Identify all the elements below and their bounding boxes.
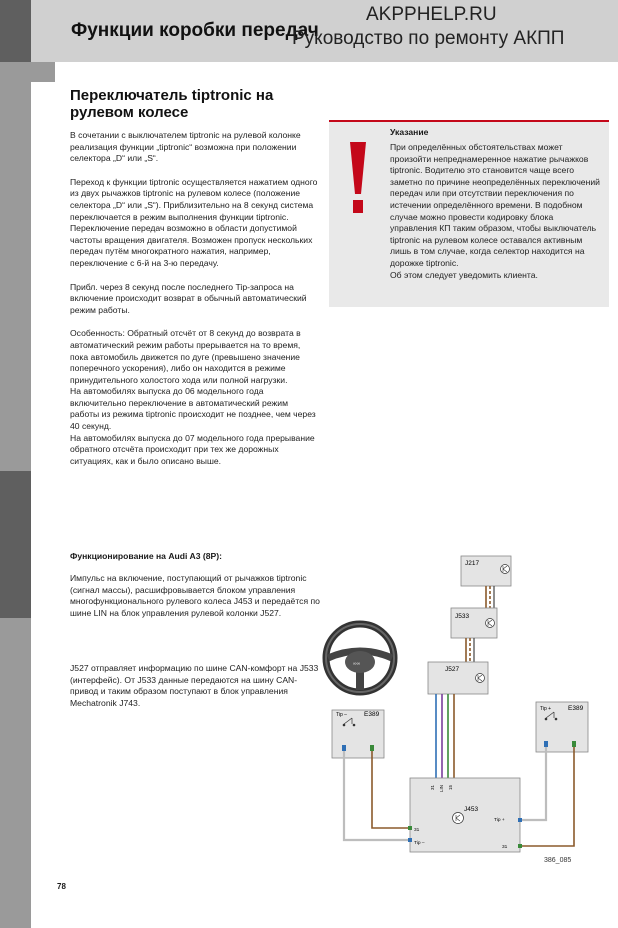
notice-text — [390, 142, 602, 281]
sidebar-tab-top — [0, 0, 31, 62]
pin-15: 15 — [448, 784, 453, 790]
paragraph-model-07: На автомобилях выпуска до 07 модельного года прерывание обратного отсчёта происходит при тех же дорожных ситуациях, как и было описано выше. — [70, 432, 315, 466]
can-bus-comfort — [466, 638, 474, 662]
label-j533: J533 — [455, 613, 470, 620]
label-tip-minus-left: Tip – — [336, 712, 347, 718]
can-bus-drive — [486, 586, 494, 608]
section-title: Переключатель tiptronic на рулевом колесе — [70, 87, 274, 121]
switch-e389-right — [536, 702, 588, 752]
paragraph-return: Прибл. через 8 секунд после последнего Tip-запроса на включение происходит возврат в обычный автоматический режим работы. — [70, 281, 307, 315]
module-j527 — [428, 662, 488, 694]
pin-31-right: 31 — [502, 845, 508, 850]
figure-id: 386_085 — [544, 857, 572, 864]
watermark-site: AKPPHELP.RU — [366, 4, 497, 25]
label-j453: J453 — [464, 806, 479, 813]
steering-wheel — [326, 624, 394, 692]
notice-title: Указание — [390, 127, 429, 137]
pin-31-top: 31 — [430, 784, 435, 790]
switch-e389-left — [332, 710, 384, 758]
function-subtitle: Функционирование на Audi A3 (8P): — [70, 551, 222, 561]
page-header-title: Функции коробки передач — [71, 20, 319, 41]
notice-box — [329, 120, 609, 307]
paragraph-intro: В сочетании с выключателем tiptronic на рулевой колонке реализация функции „tiptronic“ возможна при положении селектора „D“ или „S“. — [70, 130, 301, 164]
module-j533 — [451, 608, 497, 638]
header-corner-square — [31, 62, 55, 82]
paragraph-model-06: На автомобилях выпуска до 06 модельного года включительно переключение в автоматический режим работы из режима tiptronic происходит не позднее, чем через 40 секунд. — [70, 386, 316, 432]
label-e389-right: E389 — [568, 705, 584, 712]
svg-text:∞∞: ∞∞ — [353, 661, 361, 667]
exclamation-icon — [347, 140, 369, 216]
lin-and-power-wires — [436, 694, 454, 778]
label-tip-plus-j453: Tip + — [494, 818, 505, 823]
section-body — [70, 130, 318, 467]
pin-lin: LIN — [439, 784, 444, 792]
label-j527: J527 — [445, 666, 460, 673]
label-j217: J217 — [465, 560, 480, 567]
label-tip-plus-right: Tip + — [540, 706, 552, 712]
pin-31-left: 31 — [414, 828, 420, 833]
label-e389-left: E389 — [364, 711, 380, 718]
paragraph-special: Особенность: Обратный отсчёт от 8 секунд до возврата в автоматический режим работы прерывается на то время, пока автомобиль движется по дуге (превышено значение поперечного ускорения), либо он находится в режиме принудительного холостого хода или полной нагрузки. — [70, 328, 301, 385]
page-number: 78 — [57, 882, 66, 891]
module-j217 — [461, 556, 511, 586]
notice-footer: Об этом следует уведомить клиента. — [390, 269, 538, 280]
paragraph-activation: Переход к функции tiptronic осуществляется нажатием одного из двух рычажков tiptronic на рулевом колесе (положение селектора „D“ или „S“). Приблизительно на 8 секунд система переключается в режим выполнения функции tiptronic. Переключение передач возможно в области допустимой частоты вращения двигателя. Возможен пропуск нескольких передач путём многократного нажатия, например, переключение с 6-й на 3-ю передачу. — [70, 176, 318, 268]
sidebar-tab-middle — [0, 471, 31, 618]
wiring-diagram — [318, 548, 610, 870]
function-paragraph-2: J527 отправляет информацию по шине CAN-комфорт на J533 (интерфейс). От J533 данные передаются на шину CAN-привод и таким образом поступают в блок управления Mechatronik J743. — [70, 663, 319, 708]
module-j453 — [410, 778, 520, 852]
label-tip-minus-j453: Tip – — [414, 841, 425, 846]
notice-body: При определённых обстоятельствах может произойти непреднамеренное нажатие рычажков tiptronic. Водителю это становится чаще всего заметно по причине неопределённых переключений передач или при отсутствии переключения по истечении определённого времени. В подобном случае можно провести кодировку блока управления КП таким образом, чтобы выключатель tiptronic на рулевом колесе оставался активным лишь в том случае, когда селектор находится на дорожке tiptronic. — [390, 142, 600, 268]
watermark-subtitle: Руководство по ремонту АКПП — [292, 28, 565, 49]
sidebar-strip — [0, 0, 31, 928]
function-paragraph-1: Импульс на включение, поступающий от рычажков tiptronic (сигнал массы), расшифровывается блоком управления многофункционального рулевого колеса J453 и передаётся по шине LIN на блок управления рулевой колонки J527. — [70, 573, 320, 618]
